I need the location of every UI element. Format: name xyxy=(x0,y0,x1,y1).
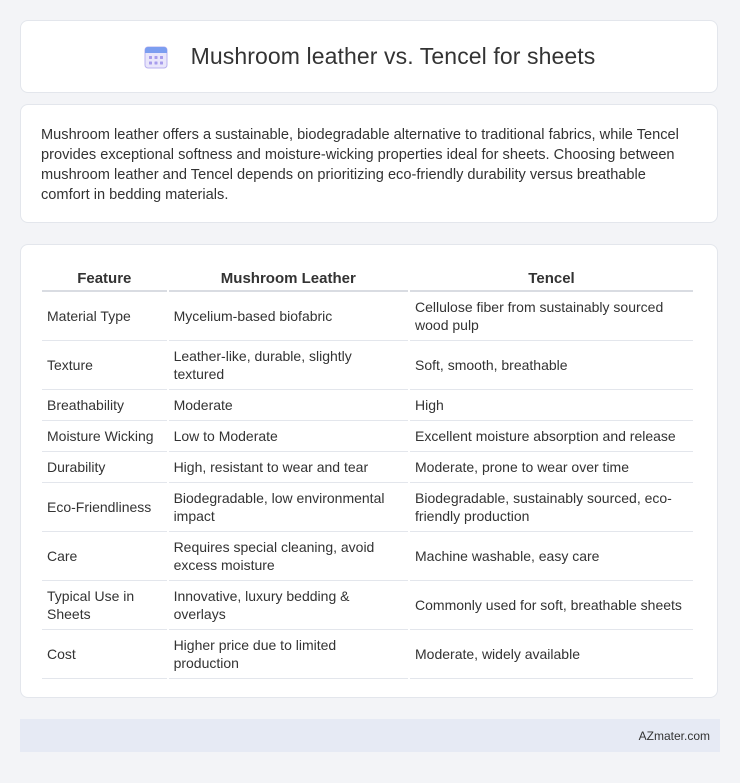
cell-tencel: Excellent moisture absorption and release xyxy=(410,421,693,452)
cell-feature: Breathability xyxy=(42,390,167,421)
cell-mushroom-leather: Leather-like, durable, slightly textured xyxy=(169,341,408,390)
cell-mushroom-leather: Low to Moderate xyxy=(169,421,408,452)
cell-tencel: Soft, smooth, breathable xyxy=(410,341,693,390)
cell-tencel: Cellulose fiber from sustainably sourced wood pulp xyxy=(410,292,693,341)
cell-feature: Texture xyxy=(42,341,167,390)
intro-card xyxy=(20,104,718,223)
cell-mushroom-leather: Biodegradable, low environmental impact xyxy=(169,483,408,532)
cell-feature: Moisture Wicking xyxy=(42,421,167,452)
intro-paragraph: Mushroom leather offers a sustainable, biodegradable alternative to traditional fabrics, while Tencel provides exceptional softness and moisture-wicking properties ideal for sheets. Choosing between mushroom leather and Tencel depends on prioritizing eco-friendly durability versus breathable comfort in bedding materials. xyxy=(41,127,679,203)
cell-tencel: Moderate, prone to wear over time xyxy=(410,452,693,483)
cell-tencel: Machine washable, easy care xyxy=(410,532,693,581)
table-row xyxy=(42,452,693,483)
cell-tencel: High xyxy=(410,390,693,421)
header-feature: Feature xyxy=(42,265,167,292)
comparison-card xyxy=(20,244,718,698)
page-title: Mushroom leather vs. Tencel for sheets xyxy=(190,43,596,69)
footer xyxy=(20,719,720,752)
cell-tencel: Biodegradable, sustainably sourced, eco-friendly production xyxy=(410,483,693,532)
cell-feature: Cost xyxy=(42,630,167,679)
table-row xyxy=(42,483,693,532)
table-row xyxy=(42,390,693,421)
header-tencel: Tencel xyxy=(410,265,693,292)
header xyxy=(143,43,596,70)
cell-feature: Typical Use in Sheets xyxy=(42,581,167,630)
cell-mushroom-leather: Higher price due to limited production xyxy=(169,630,408,679)
cell-feature: Care xyxy=(42,532,167,581)
table-row xyxy=(42,292,693,341)
cell-feature: Eco-Friendliness xyxy=(42,483,167,532)
header-mushroom-leather: Mushroom Leather xyxy=(169,265,408,292)
table-row xyxy=(42,630,693,679)
table-header-row xyxy=(42,265,693,292)
table-row xyxy=(42,532,693,581)
header-card xyxy=(20,20,718,93)
footer-brand: AZmater.com xyxy=(638,728,710,743)
cell-tencel: Moderate, widely available xyxy=(410,630,693,679)
table-row xyxy=(42,421,693,452)
comparison-table xyxy=(40,265,695,679)
table-row xyxy=(42,581,693,630)
cell-mushroom-leather: Moderate xyxy=(169,390,408,421)
cell-mushroom-leather: High, resistant to wear and tear xyxy=(169,452,408,483)
calendar-icon xyxy=(143,44,169,70)
cell-tencel: Commonly used for soft, breathable sheets xyxy=(410,581,693,630)
table-row xyxy=(42,341,693,390)
cell-mushroom-leather: Innovative, luxury bedding & overlays xyxy=(169,581,408,630)
cell-mushroom-leather: Requires special cleaning, avoid excess moisture xyxy=(169,532,408,581)
cell-mushroom-leather: Mycelium-based biofabric xyxy=(169,292,408,341)
cell-feature: Material Type xyxy=(42,292,167,341)
cell-feature: Durability xyxy=(42,452,167,483)
